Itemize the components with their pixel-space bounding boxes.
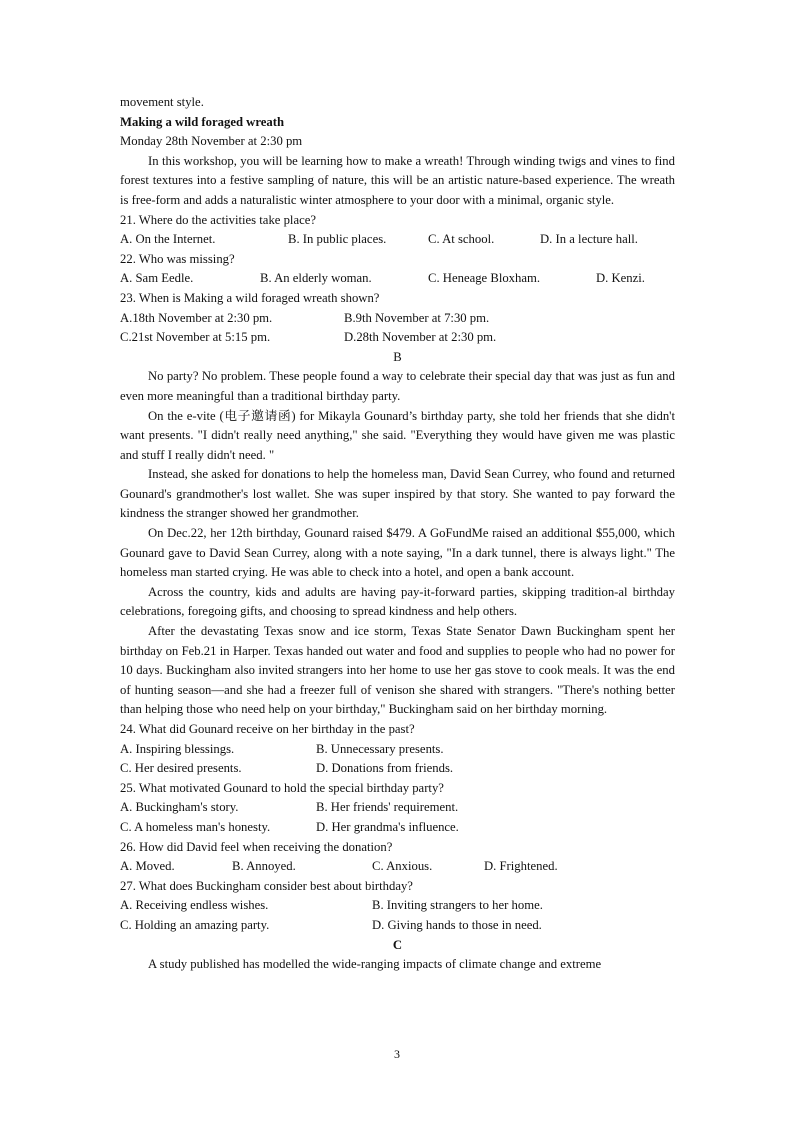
paragraph: Across the country, kids and adults are having pay-it-forward parties, skipping tradition-al birthday celebrations, foregoing gifts, and choosing to spread kindness and help others. xyxy=(120,584,675,619)
option-d: D. Giving hands to those in need. xyxy=(372,917,542,932)
text-line: movement style. xyxy=(120,95,204,109)
option-d: D. Her grandma's influence. xyxy=(316,819,459,834)
option-b: B. Annoyed. xyxy=(232,859,296,874)
option-b: B. In public places. xyxy=(288,232,387,247)
document-page xyxy=(120,93,675,975)
options-row xyxy=(120,759,675,779)
option-b: B. Unnecessary presents. xyxy=(316,741,444,756)
option-b: B. Her friends' requirement. xyxy=(316,800,459,815)
question-stem: 22. Who was missing? xyxy=(120,251,235,266)
option-d: D. Kenzi. xyxy=(596,271,645,286)
option-c: C. Heneage Bloxham. xyxy=(428,271,541,286)
options-row xyxy=(120,896,675,916)
option-c: C. Anxious. xyxy=(372,859,433,874)
option-a: A. Receiving endless wishes. xyxy=(120,898,269,913)
question-stem: 27. What does Buckingham consider best about birthday? xyxy=(120,878,413,893)
options-row xyxy=(120,857,675,877)
option-d: D. Frightened. xyxy=(484,859,558,874)
question-stem: 21. Where do the activities take place? xyxy=(120,212,316,227)
options-row xyxy=(120,269,675,289)
question-stem: 26. How did David feel when receiving the donation? xyxy=(120,839,393,854)
options-row xyxy=(120,818,675,838)
option-d: D. In a lecture hall. xyxy=(540,232,638,247)
paragraph: A study published has modelled the wide-ranging impacts of climate change and extreme xyxy=(148,957,602,972)
section-heading: Making a wild foraged wreath xyxy=(120,114,284,129)
event-date: Monday 28th November at 2:30 pm xyxy=(120,134,303,149)
option-a: A. Moved. xyxy=(120,859,175,874)
option-c: C. Her desired presents. xyxy=(120,761,242,776)
page-number: 3 xyxy=(394,1047,400,1061)
option-c: C.21st November at 5:15 pm. xyxy=(120,330,271,345)
options-row xyxy=(120,740,675,760)
paragraph: After the devastating Texas snow and ice storm, Texas State Senator Dawn Buckingham spent her birthday on Feb.21 in Harper. Texas handed out water and food and supplies to people who had no power for 10 days. Buckingham also invited strangers into her home to use her gas stove to cook meals. It was the end of hunting season—and she had a freezer full of venison she shared with strangers. "There's nothing better than helping those who need help on your birthday," Buckingham said on her birthday morning. xyxy=(120,624,675,717)
section-label-b: B xyxy=(393,349,402,364)
options-row xyxy=(120,798,675,818)
option-a: A.18th November at 2:30 pm. xyxy=(120,310,273,325)
options-row xyxy=(120,309,675,329)
question-stem: 23. When is Making a wild foraged wreath shown? xyxy=(120,290,380,305)
option-c: C. At school. xyxy=(428,232,495,247)
option-a: A. On the Internet. xyxy=(120,232,216,247)
paragraph: Instead, she asked for donations to help the homeless man, David Sean Currey, who found and returned Gounard's grandmother's lost wallet. She was super inspired by that story. She wanted to pay forward the kindness the stranger showed her grandmother. xyxy=(120,467,675,521)
option-a: A. Sam Eedle. xyxy=(120,271,194,286)
option-c: C. Holding an amazing party. xyxy=(120,917,270,932)
question-stem: 24. What did Gounard receive on her birthday in the past? xyxy=(120,722,415,736)
paragraph: No party? No problem. These people found a way to celebrate their special day that was just as fun and even more meaningful than a traditional birthday party. xyxy=(120,369,675,403)
option-d: D. Donations from friends. xyxy=(316,761,454,776)
paragraph: On the e-vite (电子邀请函) for Mikayla Gounard’s birthday party, she told her friends that she didn't want presents. "I didn't really need anything," she said. "Everything they would have given me was plastic and stuff I really didn't need. " xyxy=(120,408,675,462)
options-row xyxy=(120,916,675,936)
section-label-c: C xyxy=(392,937,403,952)
event-description: In this workshop, you will be learning how to make a wreath! Through winding twigs and vines to find forest textures into a festive sampling of nature, this will be an artistic nature-based experience. The wreath is free-form and adds a naturalistic winter atmosphere to your door with a minimal, organic style. xyxy=(120,153,675,207)
option-d: D.28th November at 2:30 pm. xyxy=(344,330,497,345)
question-stem: 25. What motivated Gounard to hold the special birthday party? xyxy=(120,780,444,795)
option-a: A. Buckingham's story. xyxy=(120,800,239,815)
options-row xyxy=(120,328,675,348)
option-c: C. A homeless man's honesty. xyxy=(120,819,271,834)
option-b: B. Inviting strangers to her home. xyxy=(372,898,543,913)
options-row xyxy=(120,230,675,250)
option-b: B.9th November at 7:30 pm. xyxy=(344,310,490,325)
option-b: B. An elderly woman. xyxy=(260,271,372,286)
option-a: A. Inspiring blessings. xyxy=(120,741,235,756)
paragraph: On Dec.22, her 12th birthday, Gounard raised $479. A GoFundMe raised an additional $55,000, which Gounard gave to David Sean Currey, along with a note saying, "In a dark tunnel, there is always light." The homeless man started crying. He was able to check into a hotel, and open a bank account. xyxy=(120,526,675,580)
